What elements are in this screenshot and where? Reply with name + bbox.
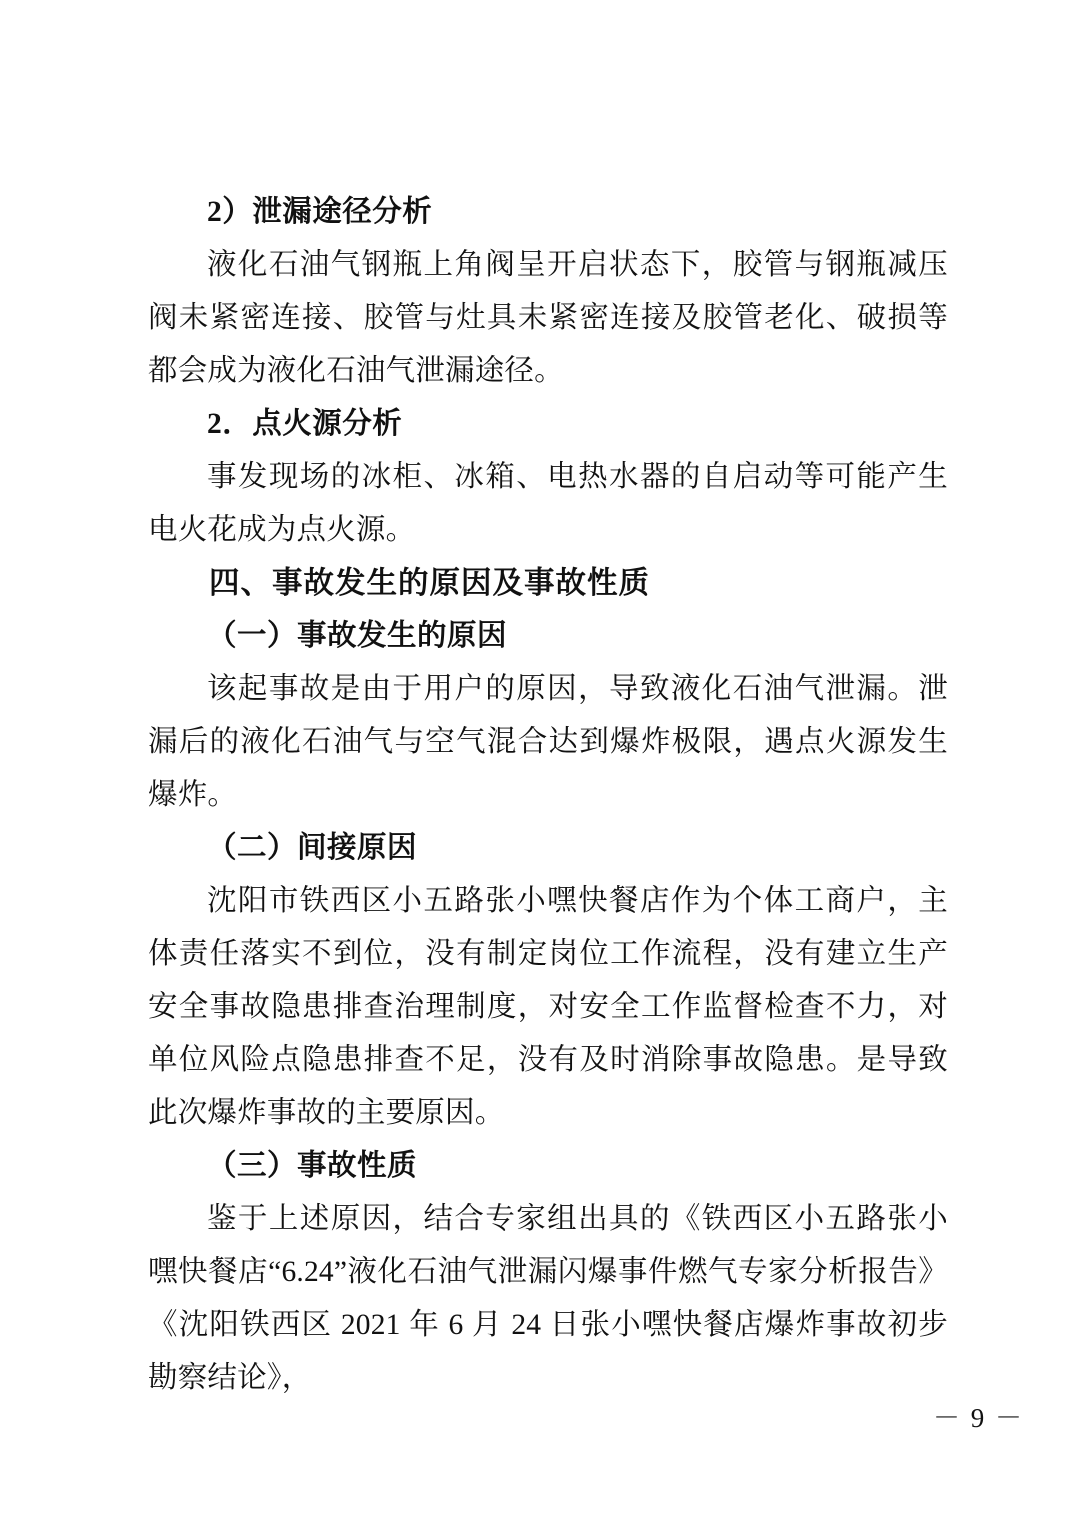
subsection-heading-indirect-cause: （二）间接原因 [207, 832, 418, 864]
section-heading-leak-path: 2）泄漏途径分析 [207, 196, 433, 228]
paragraph-indirect-cause: 沈阳市铁西区小五路张小嘿快餐店作为个体工商户，主体责任落实不到位，没有制定岗位工作流程，没有建立生产安全事故隐患排查治理制度，对安全工作监督检查不力，对单位风险点隐患排查不足，没有及时消除事故隐患。是导致此次爆炸事故的主要原因。 [148, 885, 948, 1129]
subsection-heading-direct-cause: （一）事故发生的原因 [207, 620, 508, 652]
subsection-heading-accident-nature: （三）事故性质 [207, 1150, 418, 1182]
paragraph-leak-path: 液化石油气钢瓶上角阀呈开启状态下，胶管与钢瓶减压阀未紧密连接、胶管与灶具未紧密连接及胶管老化、破损等都会成为液化石油气泄漏途径。 [148, 249, 948, 387]
page-number: － 9 － [933, 1403, 1024, 1433]
paragraph-ignition-source: 事发现场的冰柜、冰箱、电热水器的自启动等可能产生电火花成为点火源。 [148, 461, 948, 546]
paragraph-accident-nature: 鉴于上述原因，结合专家组出具的《铁西区小五路张小嘿快餐店“6.24”液化石油气泄漏闪爆事件燃气专家分析报告》《沈阳铁西区 2021 年 6 月 24 日张小嘿快餐店爆炸事故初步勘察结论》， [148, 1203, 948, 1394]
section-heading-ignition-source: 2．点火源分析 [207, 408, 403, 440]
paragraph-direct-cause: 该起事故是由于用户的原因，导致液化石油气泄漏。泄漏后的液化石油气与空气混合达到爆炸极限，遇点火源发生爆炸。 [148, 673, 948, 811]
document-body [148, 186, 948, 1405]
section-heading-cause-and-nature: 四、事故发生的原因及事故性质 [209, 566, 650, 600]
